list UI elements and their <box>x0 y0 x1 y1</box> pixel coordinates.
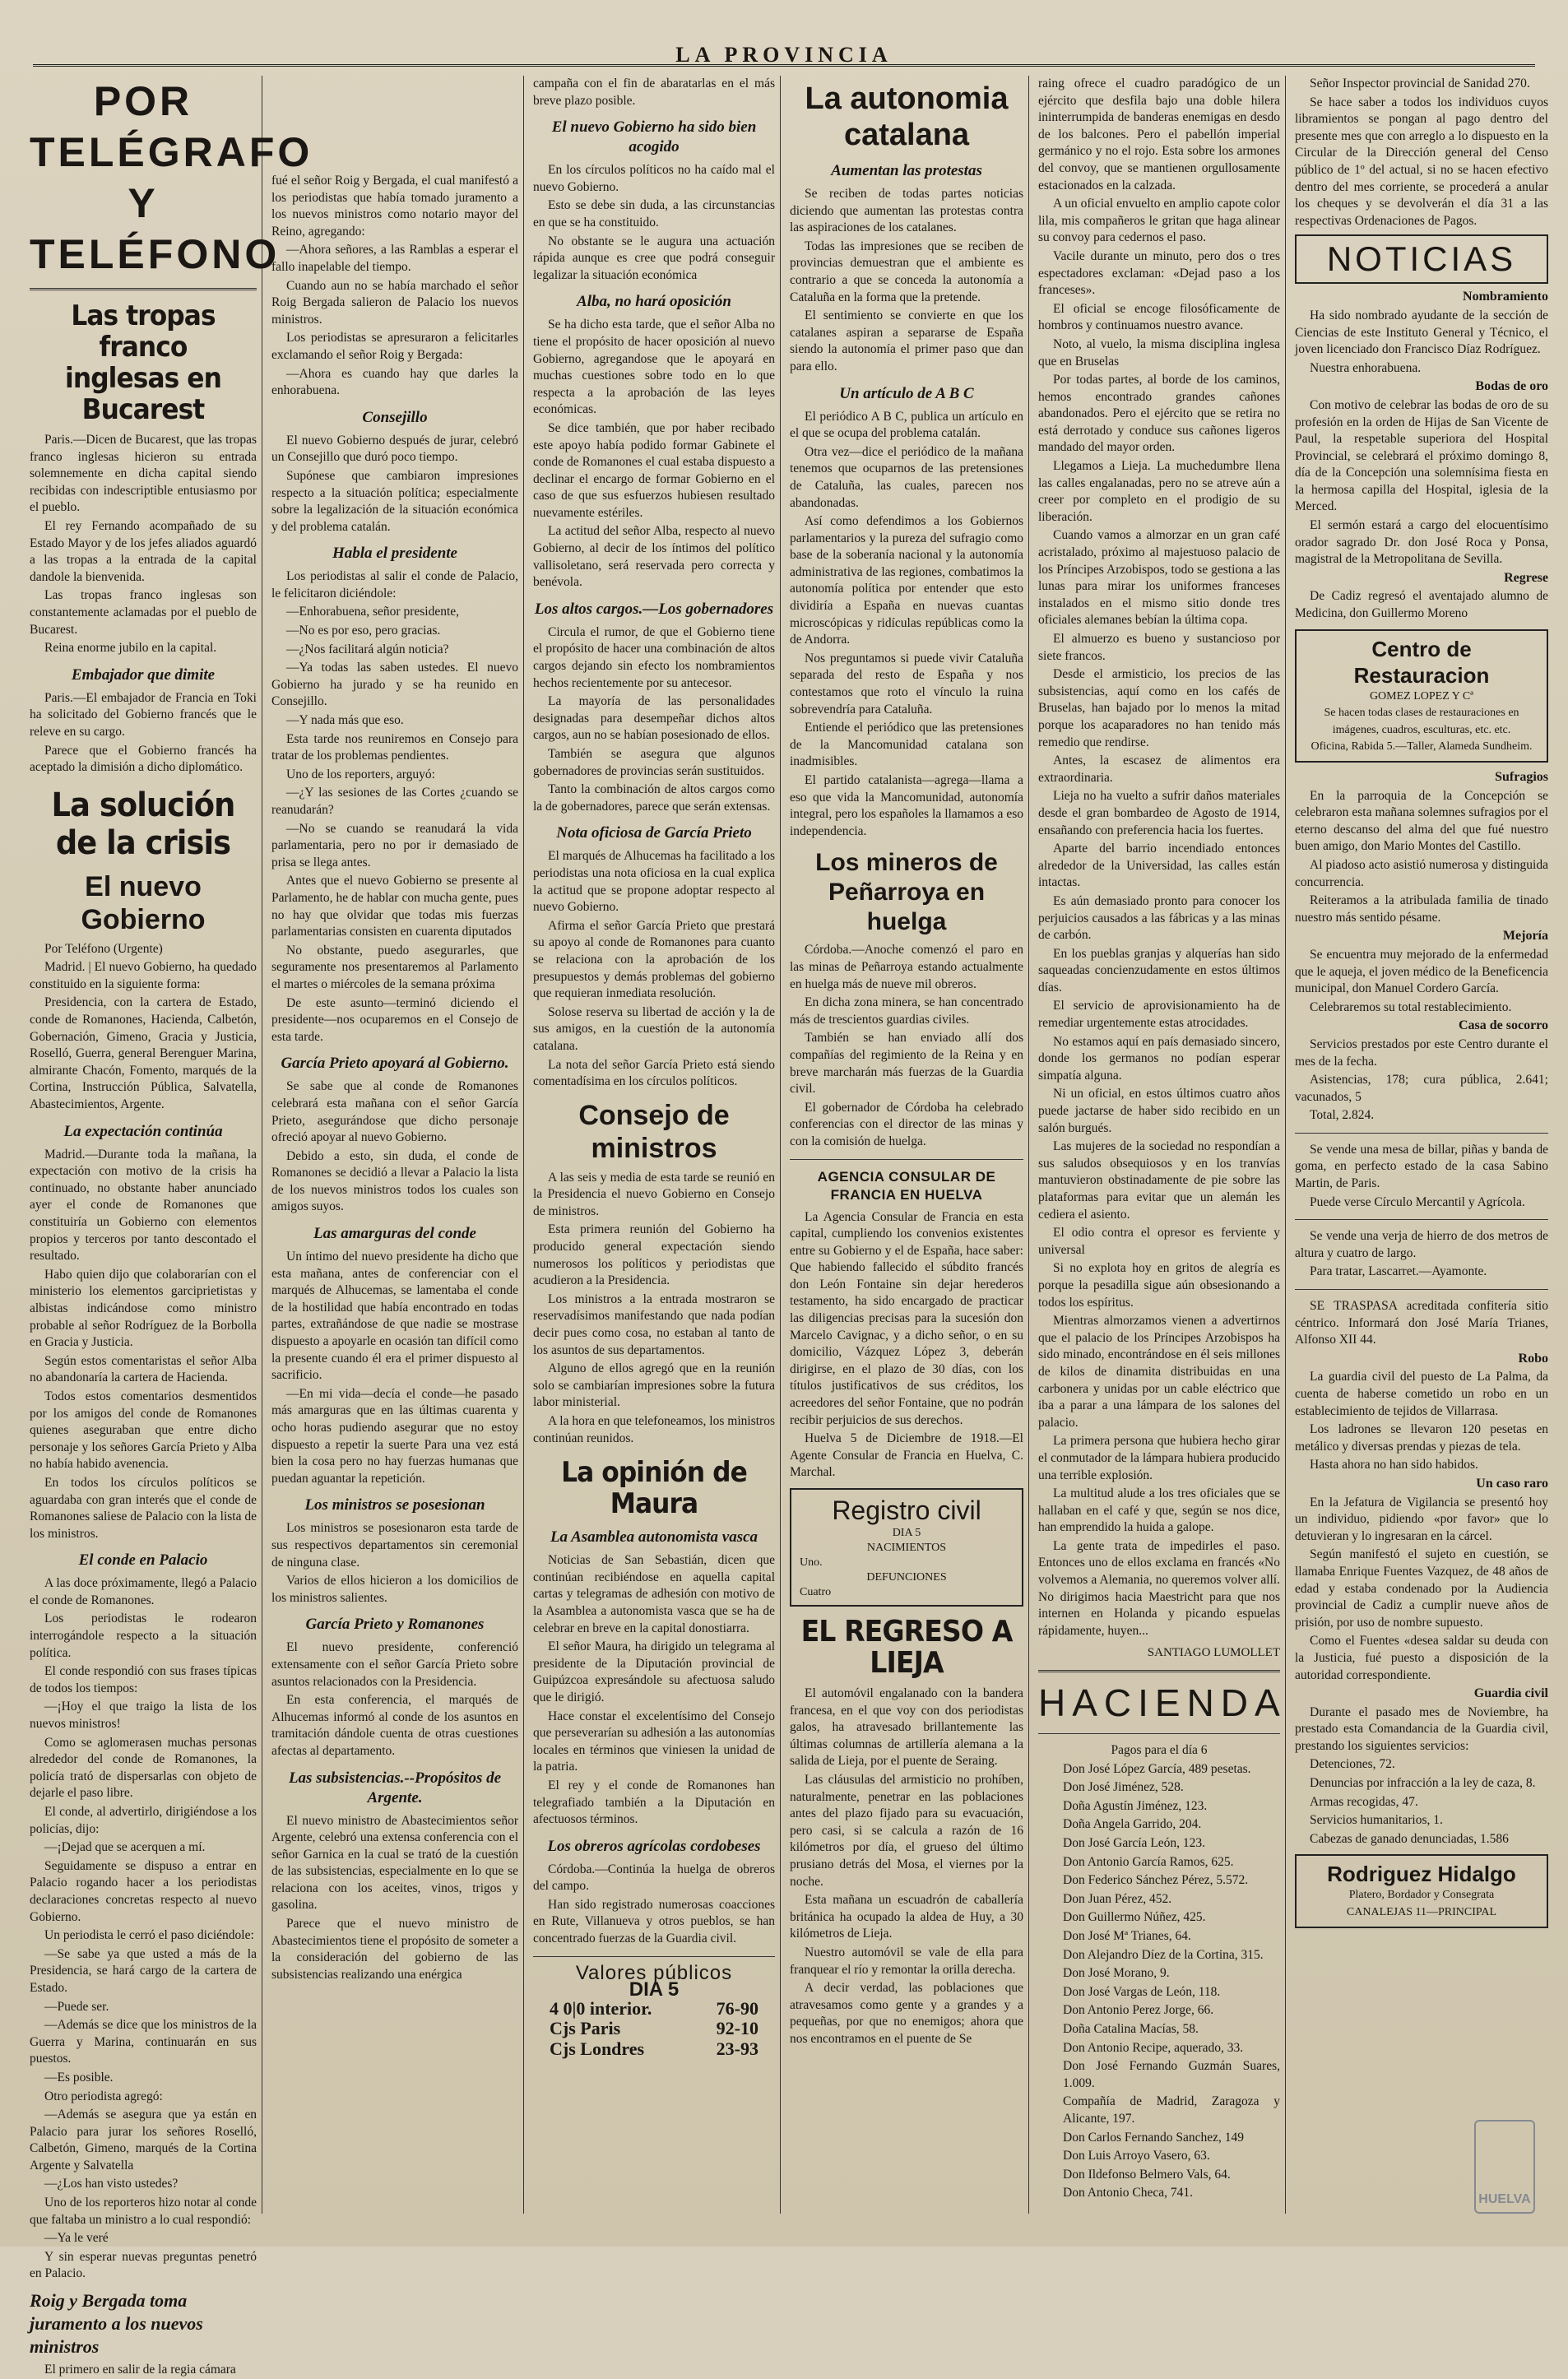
column-rule <box>523 76 524 2214</box>
paragraph: En la parroquia de la Concepción se celebraron esta mañana solemnes sufragios por el eterno descanso del alma del que fué nuestro buen amigo, don Mario Montes del Castillo. <box>1295 788 1548 854</box>
column-rule <box>780 76 781 2214</box>
paragraph: Los ministros se posesionaron esta tarde de sus respectivos departamentos sin ceremonial de ninguna clase. <box>271 1521 518 1570</box>
subheading: García Prieto y Romanones <box>305 1616 485 1634</box>
divider <box>1038 1733 1280 1734</box>
paragraph: Supónese que cambiaron impresiones respecto a la situación política; especialmente sobre la legalización de la situación económica y del problema catalán. <box>271 468 518 534</box>
paragraph: La guardia civil del puesto de La Palma, da cuenta de haberse cometido un robo en un establecimiento de tejidos de Villarrasa. <box>1295 1370 1548 1418</box>
paragraph: —Ahora es cuando hay que darles la enhorabuena. <box>271 366 518 398</box>
paragraph: Llegamos a Lieja. La muchedumbre llena las calles engalanadas, pero no se atreve aún a creer por completo en el prodigio de su liberación. <box>1038 459 1280 524</box>
paragraph: raing ofrece el cuadro paradógico de un ejército que desfila bajo una doble hilera ininterrumpida de banderas enemigas en desdo de los balcones. Pero el pabellón imperial germánico y no el rojo. Esta sobre los armones del convoy, que se mantienen orgullosamente estacionados en la calzada. <box>1038 77 1280 192</box>
subheading: Los obreros agrícolas cordobeses <box>547 1837 761 1855</box>
paragraph: Denuncias por infracción a la ley de caza, 8. <box>1310 1776 1536 1791</box>
article-headline: Las tropas franco inglesas en Bucarest <box>65 299 221 426</box>
paragraph: A las doce próximamente, llegó a Palacio el conde de Romanones. <box>30 1576 257 1607</box>
paragraph: —¡Dejad que se acerquen a mí. <box>44 1840 206 1855</box>
subheading: Las amarguras del conde <box>313 1225 476 1243</box>
paragraph: Esto se debe sin duda, a las circunstancias en que se ha constituido. <box>533 198 775 230</box>
pago-item: Don José Mª Trianes, 64. <box>1063 1928 1191 1943</box>
paragraph: Córdoba.—Continúa la huelga de obreros del campo. <box>533 1862 775 1894</box>
paragraph: Entiende el periódico que las pretensiones de la Mancomunidad catalana son inadmisibles. <box>790 721 1023 769</box>
paragraph: Un íntimo del nuevo presidente ha dicho que esta mañana, antes de conferenciar con el marqués de Alhucemas, se lamentaba el conde de la hostilidad que había encontrado en todas partes, extrañándose de que nadie se mostrase dispuesto a apoyarle en ocasión tan difícil como la presente cuando él era el primer dispuesto al sacrificio. <box>271 1250 518 1383</box>
column-6 <box>1290 76 1553 2214</box>
paragraph: No estamos aquí en país demasiado sincero, donde los germanos no podían esperar simpatía alguna. <box>1038 1034 1280 1083</box>
paragraph: Se dice también, que por haber recibado este apoyo había podido formar Gabinete el conde de Romanones el cual estaba dispuesto a declinar el encargo de formar Gobierno en el caso de que sus esfuerzos hubiesen resultado nuevamente estériles. <box>533 420 775 520</box>
paragraph: De este asunto—terminó diciendo el presidente—nos ocuparemos en el Consejo de esta tarde. <box>271 995 518 1044</box>
paragraph: El partido catalanista—agrega—llama a eso que vida la Mancomunidad, autonomía integral, pero los españoles la llamamos a eso independencia. <box>790 773 1023 838</box>
divider <box>1295 1219 1548 1220</box>
paragraph: Se encuentra muy mejorado de la enfermedad que le aqueja, el joven médico de la Beneficencia municipal, don Manuel Cordero García. <box>1295 947 1548 996</box>
paragraph: fué el señor Roig y Bergada, el cual manifestó a los periodistas que había tomado juramento a los nuevos ministros como notario mayor del Reino, agregando: <box>271 174 518 239</box>
valores-label: 4 0|0 interior. <box>550 1997 652 2019</box>
pago-item: Don Antonio García Ramos, 625. <box>1063 1854 1234 1869</box>
pago-item: Doña Angela Garrido, 204. <box>1063 1817 1202 1832</box>
masthead <box>33 43 1535 67</box>
paragraph: Lieja no ha vuelto a sufrir daños materiales desde el gran bombardeo de Agosto de 1914, ensañando con preferencia hacia los fuertes. <box>1038 789 1280 837</box>
article-headline: La autonomia catalana <box>805 81 1009 152</box>
valores-value: 92-10 <box>716 2018 758 2039</box>
paragraph: Antes que el nuevo Gobierno se presente al Parlamento, he de hablar con mucha gente, pues no hay que olvidar que todas mis fuerzas parlamentarias consisten en cuarenta diputados <box>271 874 518 939</box>
paragraph: La Agencia Consular de Francia en esta capital, cumpliendo los convenios existentes entre su Gobierno y el de España, hace saber: Que habiendo fallecido el súbdito francés don León Fontaine sin dejar herederos testamento, ha sido encargado de practicar las diligencias precisas para la sucesión don Marcelo Cavignac, y a dicho señor, o en su domicilio, Vázquez López 3, deberán dirigirse, en el plazo de 30 días, con los títulos justificativos de sus créditos, los acreedores del señor Fontaine, que no podrán recibir perjuicios de sus derechos. <box>790 1209 1023 1427</box>
pago-item: Don Federico Sánchez Pérez, 5.572. <box>1063 1873 1249 1888</box>
news-title: Bodas de oro <box>1475 379 1548 394</box>
paragraph: Debido a esto, sin duda, el conde de Romanones se decidió a llevar a Palacio la lista de los nuevos ministros todos los cuales son amigos suyos. <box>271 1148 518 1214</box>
subheading: Embajador que dimite <box>71 665 216 684</box>
paragraph: —Es posible. <box>44 2070 114 2085</box>
paragraph: —¿Y las sesiones de las Cortes ¿cuando se reanudarán? <box>271 786 518 817</box>
paragraph: Esta primera reunión del Gobierno ha producido general expectación siendo numerosos los políticos y periodistas que acudieron a la Presidencia. <box>533 1222 775 1288</box>
paragraph: campaña con el fin de abaratarlas en el más breve plazo posible. <box>533 77 775 108</box>
hacienda-subtitle: Pagos para el día 6 <box>1111 1743 1208 1758</box>
paragraph: Circula el rumor, de que el Gobierno tiene el propósito de hacer una combinación de altos cargos dejando sin efecto los nombramientos hechos recientemente por su antecesor. <box>533 624 775 690</box>
pago-item: Don Guillermo Núñez, 425. <box>1063 1910 1206 1925</box>
paragraph: —Ya todas las saben ustedes. El nuevo Gobierno ha jurado y se ha reunido en Consejillo. <box>271 661 518 709</box>
paragraph: Si no explota hoy en gritos de alegría es porque la pesadilla sigue aún obsesionando a todos los espíritus. <box>1038 1261 1280 1310</box>
paragraph: No obstante se le augura una actuación rápida aunque es cree que podrá conseguir legalizar la situación económica <box>533 234 775 282</box>
pago-item: Doña Agustín Jiménez, 123. <box>1063 1798 1208 1813</box>
paragraph: El servicio de aprovisionamiento ha de remediar urgentemente estas atrocidades. <box>1038 999 1280 1031</box>
paragraph: La gente trata de impedirles el paso. Entonces uno de ellos exclama en francés «No volvemos a Alemania, no queremos volver allí. No dirigimos hacia Maestricht para que nos internen en Holanda y picando espuelas rápidamente, huyen... <box>1038 1538 1280 1638</box>
ad-address: CANALEJAS 11—PRINCIPAL <box>1346 1906 1497 1919</box>
column-1 <box>25 76 313 2377</box>
paragraph: El nuevo ministro de Abastecimientos señor Argente, celebró una extensa conferencia con el señor Garnica en la cual se trató de la cuestión de las subsistencias, especialmente en lo que se relaciona con los aceites, vinos, trigos y gasolina. <box>271 1813 518 1913</box>
column-rule <box>1285 76 1286 2214</box>
subheading: La expectación continúa <box>63 1122 223 1140</box>
paragraph: —En mi vida—decía el conde—he pasado más amarguras que en las últimas cuarenta y ocho horas pudiendo asegurar que no estoy dispuesto a repetir la suerte Para una vez está bien la cosa pero no hay fuerzas humanas que puedan aguantar la repetición. <box>271 1386 518 1486</box>
paragraph: El marqués de Alhucemas ha facilitado a los periodistas una nota oficiosa en la cual explica la actitud que se propone adoptar respecto al nuevo Gobierno. <box>533 849 775 915</box>
article-headline: EL REGRESO A LIEJA <box>800 1615 1013 1680</box>
paragraph: Nos preguntamos si puede vivir Cataluña separada del resto de España y nos contestamos que roto el vínculo la ruina sobrevendría para Cataluña. <box>790 651 1023 716</box>
pago-item: Don José García León, 123. <box>1063 1836 1206 1850</box>
divider <box>790 1159 1023 1160</box>
paragraph: Varios de ellos hicieron a los domicilios de los ministros salientes. <box>271 1574 518 1605</box>
news-title: Robo <box>1518 1351 1548 1366</box>
paragraph: Uno de los reporteros hizo notar al conde que faltaba un ministro a lo cual respondió: <box>30 2196 257 2227</box>
paragraph: —Enhorabuena, señor presidente, <box>286 605 460 619</box>
paragraph: El almuerzo es bueno y sustancioso por siete francos. <box>1038 632 1280 663</box>
news-title: Regrese <box>1504 570 1548 585</box>
paragraph: No obstante, puedo asegurarles, que seguramente nos presentaremos al Parlamento el martes o miércoles de la semana próxima <box>271 943 518 991</box>
paragraph: Uno de los reporters, arguyó: <box>286 767 435 781</box>
subheading: Las subsistencias.--Propósitos de Argente. <box>288 1769 502 1806</box>
subheading: Un artículo de A B C <box>839 384 974 402</box>
pago-item: Don José Morano, 9. <box>1063 1966 1170 1981</box>
paragraph: Como se aglomerasen muchas personas alrededor del conde de Romanones, la policía trató de dispersarlas con objeto de dejarle el paso libre. <box>30 1735 257 1801</box>
advertisement-hidalgo <box>1295 1854 1548 1927</box>
paragraph: En los círculos políticos no ha caído mal el nuevo Gobierno. <box>533 163 775 194</box>
paragraph: A la hora en que telefoneamos, los ministros continúan reunidos. <box>533 1414 775 1445</box>
paragraph: —¡Hoy el que traigo la lista de los nuevos ministros! <box>30 1700 257 1732</box>
subheading: Los ministros se posesionan <box>304 1496 485 1514</box>
subheading: Consejillo <box>362 408 428 426</box>
advertisement-restauracion <box>1295 629 1548 763</box>
registro-nac-value: Uno. <box>800 1556 823 1569</box>
pago-item: Don Antonio Perez Jorge, 66. <box>1063 2003 1214 2018</box>
paragraph: Los ladrones se llevaron 120 pesetas en metálico y diversas prendas y piezas de tela. <box>1295 1422 1548 1454</box>
paragraph: Los periodistas al salir el conde de Palacio, le felicitaron diciéndole: <box>271 569 518 601</box>
paragraph: Servicios humanitarios, 1. <box>1310 1813 1443 1828</box>
pago-item: Don José López García, 489 pesetas. <box>1063 1761 1251 1776</box>
paragraph: —Se sabe ya que usted a más de la Presidencia, se hará cargo de la cartera de Estado. <box>30 1946 257 1995</box>
valores-day: DIA 5 <box>629 1978 680 2001</box>
pagos-list <box>1038 1761 1280 2202</box>
subheading: La Asamblea autonomista vasca <box>550 1528 758 1547</box>
paragraph: Detenciones, 72. <box>1310 1757 1395 1772</box>
news-title: Guardia civil <box>1473 1686 1548 1701</box>
paragraph: Reina enorme jubilo en la capital. <box>44 641 217 656</box>
paragraph: Hasta ahora no han sido habidos. <box>1310 1458 1478 1472</box>
paragraph: La nota del señor García Prieto está siendo comentadísima en los círculos políticos. <box>533 1057 775 1089</box>
paragraph: Ha sido nombrado ayudante de la sección de Ciencias de este Instituto General y Técnico, el joven licenciado don Francisco Díaz Rodríguez. <box>1295 308 1548 357</box>
paragraph: A decir verdad, las poblaciones que atravesamos como gente y a grandes y a pequeñas, por que no enemigos; ahora que nos encontramos en el puente de Se <box>790 1981 1023 2046</box>
paragraph: Todas las impresiones que se reciben de provincias demuestran que el ambiente es contrario a que se conceda la autonomía a Cataluña en la forma que la pretende. <box>790 239 1023 304</box>
paragraph: Paris.—Dicen de Bucarest, que las tropas franco inglesas hicieron su entrada solemnemente en dicha capital siendo recibidas con indescriptible entusiasmo por el pueblo. <box>30 433 257 515</box>
divider <box>533 1956 775 1957</box>
pago-item: Don Carlos Fernando Sanchez, 149 <box>1063 2130 1244 2145</box>
paragraph: Las tropas franco inglesas son constantemente aclamadas por el pueblo de Bucarest. <box>30 588 257 637</box>
paragraph: También se asegura que algunos gobernadores de provincias serán sustituidos. <box>533 747 775 778</box>
paragraph: Las cláusulas del armisticio no prohíben, naturalmente, penetrar en las poblaciones antes del plazo fijado para su evacuación, pero casi, si se calcula a razón de 16 kilómetros por día, el grueso del último prusiano detrás del Mosa, el viernes por la noche. <box>790 1772 1023 1889</box>
ad-address: Oficina, Rabida 5.—Taller, Alameda Sundheim. <box>1311 740 1533 754</box>
paragraph: El rey y el conde de Romanones han telegrafiado también a la Diputación en afectuosos términos. <box>533 1778 775 1827</box>
paragraph: El señor Maura, ha dirigido un telegrama al presidente de la Diputación provincial de Guipúzcoa expresándole su afectuosa saludo que le dirigió. <box>533 1639 775 1704</box>
article-headline: La solución de la crisis <box>51 786 235 862</box>
subheading: Los altos cargos.—Los gobernadores <box>534 600 774 618</box>
paragraph: Esta tarde nos reuniremos en Consejo para tratar de los problemas pendientes. <box>271 731 518 763</box>
paragraph: Noto, al vuelo, la misma disciplina inglesa que en Bruselas <box>1038 336 1280 369</box>
valores-label: Cjs Londres <box>550 2038 645 2060</box>
paragraph: En los pueblas granjas y alquerías han sido saqueadas concienzudamente en estos últimos días. <box>1038 946 1280 995</box>
subheading: Alba, no hará oposición <box>577 293 731 311</box>
paragraph: —Puede ser. <box>44 1999 109 2014</box>
pago-item: Don Luis Arroyo Vasero, 63. <box>1063 2149 1210 2163</box>
paragraph: El primero en salir de la regia cámara <box>44 2363 236 2377</box>
subheading: El conde en Palacio <box>78 1551 208 1570</box>
pago-item: Don Alejandro Díez de la Cortina, 315. <box>1063 1947 1264 1962</box>
subheading: Aumentan las protestas <box>831 162 982 179</box>
paragraph: El sermón estará a cargo del elocuentísimo orador sagrado Dr. don José Roca y Ponsa, magistral de la Metropolitana de Sevilla. <box>1295 518 1548 567</box>
paragraph: A un oficial envuelto en amplio capote color lila, mis compañeros le gritan que haga alinear su convoy para cedernos el paso. <box>1038 197 1280 245</box>
paragraph: La actitud del señor Alba, respecto al nuevo Gobierno, al decir de los íntimos del político vallisoletano, será reservada pero correcta y benévola. <box>533 524 775 590</box>
paragraph: Y sin esperar nuevas preguntas penetró en Palacio. <box>30 2249 257 2281</box>
news-title: Mejoría <box>1502 929 1548 944</box>
paragraph: Antes, la escasez de alimentos era extraordinaria. <box>1038 754 1280 785</box>
paragraph: Cuando aun no se había marchado el señor Roig Bergada salieron de Palacio los nuevos ministros. <box>271 278 518 327</box>
article-headline: El nuevo Gobierno <box>81 870 206 935</box>
paragraph: —Y nada más que eso. <box>286 713 404 728</box>
paragraph: La mayoría de las personalidades designadas para desempeñar dichos altos cargos, aun no se habían posesionado de ellos. <box>533 694 775 743</box>
paragraph: Al piadoso acto asistió numerosa y distinguida concurrencia. <box>1295 857 1548 889</box>
paragraph: Afirma el señor García Prieto que prestará su apoyo al conde de Romanones para cuanto se relaciona con la aprobación de los presupuestos y demás problemas del gobierno que requieran inmediata resolución. <box>533 918 775 1001</box>
paragraph: Servicios prestados por este Centro durante el mes de la fecha. <box>1295 1036 1548 1069</box>
paragraph: El oficial se encoge filosóficamente de hombros y continuamos nuestro avance. <box>1038 301 1280 333</box>
divider <box>1295 1133 1548 1134</box>
subheading: Habla el presidente <box>332 545 457 563</box>
hacienda-title: HACIENDA <box>1038 1681 1287 1725</box>
paragraph: Hace constar el excelentísimo del Consejo que perseverarían su adhesión a las autonomías locales en términos que viniesen la unidad de la patria. <box>533 1709 775 1774</box>
paragraph: —No se cuando se reanudará la vida parlamentaria, pero no por ir demasiado de prisa se llega antes. <box>271 821 518 870</box>
registro-def-label: DEFUNCIONES <box>866 1571 947 1584</box>
paragraph: Los periodistas se apresuraron a felicitarles exclamando el señor Roig y Bergada: <box>271 331 518 362</box>
paragraph: Total, 2.824. <box>1310 1108 1375 1123</box>
paragraph: Mientras almorzamos vienen a advertirnos que el palacio de los Príncipes Arzobispos ha sido minado, encontrándose en él seis millones de kilos de dinamita distribuidas en una carbonera y unidas por un cable eléctrico que iba a parar a una lámpara de los salones del palacio. <box>1038 1314 1280 1430</box>
subheading: García Prieto apoyará al Gobierno. <box>281 1055 509 1073</box>
paragraph: Así como defendimos a los Gobiernos parlamentarios y la pureza del sufragio como base de la soberanía nacional y la autonomía administrativa de las regiones, combatimos la autonomía política por entender que esto dividiría a España en nuevas cuantas microscópicas y ridículas repúblicas como la de Andorra. <box>790 514 1023 647</box>
paragraph: El automóvil engalanado con la bandera francesa, en el que voy con dos periodistas galos, ha atravesado brillantemente las últimas columnas de artillería alemana a la salida de Lieja, por el puente de Seraing. <box>790 1686 1023 1769</box>
paragraph: El nuevo Gobierno después de jurar, celebró un Consejillo que duró poco tiempo. <box>271 433 518 465</box>
paragraph: Se reciben de todas partes noticias diciendo que aumentan las protestas contra las aspiraciones de los catalanes. <box>790 187 1023 235</box>
paragraph: Otra vez—dice el periódico de la mañana tenemos que ocuparnos de las pretensiones de Cataluña, las cuales, parecen nos abandonadas. <box>790 444 1023 510</box>
paragraph: Se sabe que al conde de Romanones celebrará esta mañana con el señor García Prieto, asegurándose que dicho personaje ofreció apoyar al nuevo Gobierno. <box>271 1079 518 1145</box>
column-4 <box>785 76 1028 2214</box>
paragraph: Con motivo de celebrar las bodas de oro de su profesión en la orden de Hijas de San Vicente de Paul, la respetable superiora del Hospital Provincial, se celebrará el próximo domingo 8, día de la Concepción una solemnísima fiesta en la hermosa capilla del Hospital, iglesia de la Merced. <box>1295 397 1548 514</box>
paragraph: —Ya le veré <box>44 2231 109 2246</box>
classified-ad: Para tratar, Lascarret.—Ayamonte. <box>1310 1264 1487 1279</box>
paragraph: El sentimiento se convierte en que los catalanes aspiran a separarse de España siendo la autonomía el primer paso que dan para ello. <box>790 308 1023 373</box>
paragraph: Señor Inspector provincial de Sanidad 270. <box>1310 77 1530 90</box>
paragraph: Parece que el nuevo ministro de Abastecimientos tiene el propósito de someter a la consideración del gobierno de las subsistencias realizando una enérgica <box>271 1917 518 1982</box>
registro-day: DIA 5 <box>892 1527 921 1539</box>
subheading: El nuevo Gobierno ha sido bien acogido <box>551 118 757 156</box>
subheading: Roig y Bergada toma juramento a los nuevos ministros <box>30 2290 203 2358</box>
paragraph: Desde el armisticio, los precios de las subsistencias, aquí como en los cafés de Bruselas, han bajado por lo menos la mitad porque los acaparadores no han tenido más remedio que rendirse. <box>1038 667 1280 749</box>
paragraph: En dicha zona minera, se han concentrado más de trescientos guardias civiles. <box>790 995 1023 1027</box>
paragraph: Han sido registrado numerosas coacciones en Rute, Villanueva y otros pueblos, se han concentrado fuerzas de la Guardia civil. <box>533 1897 775 1946</box>
paragraph: De Cadiz regresó el aventajado alumno de Medicina, don Guillermo Moreno <box>1295 589 1548 621</box>
paragraph: Los periodistas le rodearon interrogándole respecto a la situación política. <box>30 1612 257 1660</box>
classified-ad: Puede verse Círculo Mercantil y Agrícola. <box>1310 1194 1525 1209</box>
paragraph: Por Teléfono (Urgente) <box>44 941 163 956</box>
paragraph: Asistencias, 178; cura pública, 2.641; vacunados, 5 <box>1295 1073 1548 1104</box>
paragraph: Córdoba.—Anoche comenzó el paro en las minas de Peñarroya estando actualmente en huelga más de nueve mil obreros. <box>790 943 1023 991</box>
pago-item: Don José Jiménez, 528. <box>1063 1780 1184 1795</box>
paragraph: La multitud alude a los tres oficiales que se hallaban en el café y que, según se nos dice, han emprendido la huida a galope. <box>1038 1486 1280 1535</box>
paragraph: Otro periodista agregó: <box>44 2089 163 2103</box>
paragraph: En todos los círculos políticos se aguardaba con gran interés que el conde de Romanones saliese de Palacio con la lista de los ministros. <box>30 1475 257 1541</box>
article-headline: La opinión de Maura <box>561 1456 747 1521</box>
pago-item: Don José Fernando Guzmán Suares, 1.009. <box>1063 2059 1280 2090</box>
paragraph: Noticias de San Sebastián, dicen que continúan recibiéndose en aquella capital cartas y telegramas de adhesión con motivo de la Asamblea a autonomista vasca que se ha de celebrar en breve en la capital donostiarra. <box>533 1553 775 1635</box>
paragraph: —Ahora señores, a las Ramblas a esperar el fallo inapelable del tiempo. <box>271 243 518 274</box>
paragraph: Los ministros a la entrada mostraron se reservadísimos manifestando que nada podían decir pues como cosa, no estaban al tanto de los asuntos de sus departamentos. <box>533 1292 775 1357</box>
paragraph: También se han enviado allí dos compañías del regimiento de la Reina y en breve marcharán más fuerzas de la Guardia civil. <box>790 1031 1023 1097</box>
paragraph: —Además se asegura que ya están en Palacio para jurar los señores Roselló, Calbetón, Gimeno, marqués de la Cortina Argente y Salvatella <box>30 2108 257 2173</box>
paragraph: El conde, al advertirlo, dirigiéndose a los policías, dijo: <box>30 1805 257 1836</box>
column-rule <box>1028 76 1029 2214</box>
paragraph: Alguno de ellos agregó que en la reunión solo se cambiarían impresiones sobre la futura labor ministerial. <box>533 1361 775 1410</box>
paragraph: Vacile durante un minuto, pero dos o tres espectadores exclaman: «Dejad paso a los franceses». <box>1038 248 1280 298</box>
paragraph: Es aún demasiado pronto para conocer los perjuicios causados a las fábricas y a las minas de carbón. <box>1038 893 1280 943</box>
pago-item: Don Ildefonso Belmero Vals, 64. <box>1063 2167 1231 2182</box>
news-title: Sufragios <box>1495 770 1548 784</box>
classified-ad: SE TRASPASA acreditada confitería sitio céntrico. Informará don José María Trianes, Alfonso XII 44. <box>1295 1299 1548 1347</box>
registro-def-value: Cuatro <box>800 1586 832 1598</box>
paragraph: Huelva 5 de Diciembre de 1918.—El Agente Consular de Francia en Huelva, C. Marchal. <box>790 1431 1023 1480</box>
paragraph: Celebraremos su total restablecimiento. <box>1310 999 1512 1014</box>
paragraph: Cabezas de ganado denunciadas, 1.586 <box>1310 1831 1509 1846</box>
paragraph: Nuestro automóvil se vale de ella para franquear el río y remontar la orilla derecha. <box>790 1945 1023 1977</box>
ad-owner: GOMEZ LOPEZ Y Cª <box>1369 689 1474 703</box>
paragraph: —¿Nos facilitará algún noticia? <box>286 642 449 656</box>
valores-row <box>533 1999 775 2020</box>
paragraph: —Además se dice que los ministros de la Guerra y Marina, continuarán en sus puestos. <box>30 2018 257 2066</box>
paragraph: Como el Fuentes «desea saldar su deuda con la Justicia, fué puesto a disposición de la autoridad correspondiente. <box>1295 1634 1548 1682</box>
ad-text: Se hacen todas clases de restauraciones en imágenes, cuadros, esculturas, etc. etc. <box>1324 707 1519 736</box>
masthead-title: LA PROVINCIA <box>675 43 893 67</box>
paragraph: Solose reserva su libertad de acción y la de sus amigos, en la cuestión de la autonomía catalana. <box>533 1004 775 1053</box>
paragraph: Aparte del barrio incendiado entonces alrededor de la Universidad, las calles están intactas. <box>1038 842 1280 890</box>
paragraph: Se hace saber a todos los individuos cuyos libramientos se pongan al pago dentro del presente mes que con arreglo a lo dispuesto en la Circular de la Dirección general del Censo público de 1º del actual, si no se hacen efectivo dentro del mes corriente, se procederá a anular los cheques y se devolverán el día 31 a las respectivas Ordenaciones de Pagos. <box>1295 95 1548 228</box>
paragraph: Madrid.—Durante toda la mañana, la expectación con motivo de la crisis ha continuado, no obstante haber anunciado ayer el conde de Romanones que constituiría un Gobierno con elementos propios y terceros por tanto descontado el resultado. <box>30 1147 257 1264</box>
divider <box>1295 1289 1548 1290</box>
paragraph: Esta mañana un escuadrón de caballería británica ha ocupado la aldea de Huy, a 30 kilómetros de Lieja. <box>790 1893 1023 1941</box>
paragraph: —No es por eso, pero gracias. <box>286 624 441 638</box>
pago-item: Don Juan Pérez, 452. <box>1063 1891 1172 1906</box>
paragraph: Según manifestó el sujeto en cuestión, se llamaba Enrique Fuentes Vazquez, de 48 años de edad y estaba condenado por la Audiencia provincial de Cadiz a cumplir nueve años de prisión, por uso de nombre supuesto. <box>1295 1547 1548 1630</box>
paragraph: La primera persona que hubiera hecho girar el conmutador de la lámpara hubiera producido una terrible explosión. <box>1038 1434 1280 1482</box>
paragraph: Armas recogidas, 47. <box>1310 1794 1418 1809</box>
valores-row <box>533 2019 775 2039</box>
paragraph: El nuevo presidente, conferenció extensamente con el señor García Prieto sobre asuntos relacionados con la Presidencia. <box>271 1640 518 1689</box>
article-headline: Consejo de ministros <box>578 1099 730 1164</box>
valores-title: Valores públicos <box>575 1961 733 1984</box>
paragraph: Seguidamente se dispuso a entrar en Palacio rogando hacer a los periodistas declaraciones concretas respecto al nuevo Gobierno. <box>30 1858 257 1924</box>
news-title: Casa de socorro <box>1458 1018 1548 1033</box>
paragraph: Presidencia, con la cartera de Estado, conde de Romanones, Hacienda, Calbetón, Gobernación, Gimeno, Gracia y Justicia, Roselló, Guerra, general Berenguer Marina, almirante Chacón, Fomento, marqués de la Cortina, Instrucción Pública, Salvatella, Abastecimientos, Argente. <box>30 995 257 1112</box>
column-5 <box>1033 76 1285 2214</box>
paragraph: En esta conferencia, el marqués de Alhucemas informó al conde de los asuntos en tramitación dándole cuenta de otras cuestiones afectas al departamento. <box>271 1693 518 1758</box>
subheading: Nota oficiosa de García Prieto <box>556 824 752 842</box>
valores-value: 76-90 <box>716 1997 758 2019</box>
paragraph: Reiteramos a la atribulada familia de tinado nuestro más sentido pésame. <box>1295 893 1548 925</box>
column-2 <box>267 173 523 2214</box>
paragraph: Se ha dicho esta tarde, que el señor Alba no tiene el propósito de hacer oposición al nuevo Gobierno, agregandose que le apoyará en muchas cuestiones sobre todo en lo que respecta a la aprobación de las leyes económicas. <box>533 318 775 417</box>
paragraph: El periódico A B C, publica un artículo en el que se ocupa del problema catalán. <box>790 409 1023 441</box>
paragraph: Paris.—El embajador de Francia en Toki ha solicitado del Gobierno francés que le releve en su cargo. <box>30 690 257 739</box>
paragraph: Un periodista le cerró el paso diciéndole: <box>44 1928 254 1943</box>
valores-publicos <box>533 1961 775 2060</box>
subheading: AGENCIA CONSULAR DE FRANCIA EN HUELVA <box>817 1168 996 1203</box>
paragraph: Ni un oficial, en estos últimos cuatro años puede jactarse de haber sido recibido en un salón burgués. <box>1038 1087 1280 1135</box>
paragraph: En la Jefatura de Vigilancia se presentó hoy un individuo, pidiendo «por favor» que lo detuvieran y lo ingresaran en la cárcel. <box>1295 1495 1548 1543</box>
paragraph: Habo quien dijo que colaborarían con el ministerio los elementos garciprietistas y albistas indicándose como ministro probable al señor Rodríguez de la Borbolla en Gracia y Justicia. <box>30 1267 257 1350</box>
valores-label: Cjs Paris <box>550 2018 621 2039</box>
paragraph: El odio contra el opresor es ferviente y universal <box>1038 1226 1280 1257</box>
pago-item: Don José Vargas de León, 118. <box>1063 1984 1221 1999</box>
signature: SANTIAGO LUMOLLET <box>1147 1646 1280 1660</box>
paragraph: El gobernador de Córdoba ha celebrado conferencias con el director de las minas y con la comisión de huelga. <box>790 1100 1023 1148</box>
paragraph: Parece que el Gobierno francés ha aceptado la dimisión a dicho diplomático. <box>30 743 257 775</box>
noticias-heading: NOTICIAS <box>1295 234 1548 284</box>
paragraph: Madrid. | El nuevo Gobierno, ha quedado constituido en la siguiente forma: <box>30 960 257 991</box>
paragraph: Todos estos comentarios desmentidos por los amigos del conde de Romanones quienes aseguraban que entre dicho personaje y los señores García Prieto y Alba no había habido avenencia. <box>30 1389 257 1472</box>
classified-ad: Se vende una mesa de billar, piñas y banda de goma, en perfecto estado de la casa Sabino Martin, de Paris. <box>1295 1142 1548 1191</box>
valores-row <box>533 2039 775 2060</box>
ad-text: Platero, Bordador y Consegrata <box>1348 1889 1495 1902</box>
news-title: Un caso raro <box>1476 1476 1548 1491</box>
paragraph: Las mujeres de la sociedad no respondían a sus saludos obsequiosos y en los tranvías mantuvieron obstinadamente de pie sobre las plataformas para evitar que un alemán les cediera el asiento. <box>1038 1139 1280 1222</box>
paragraph: A las seis y media de esta tarde se reunió en la Presidencia el nuevo Gobierno en Consejo de ministros. <box>533 1170 775 1218</box>
column-3 <box>528 76 780 2214</box>
paragraph: El rey Fernando acompañado de su Estado Mayor y de los jefes aliados aguardó a las tropas a la entrada de la capital dandole la bienvenida. <box>30 518 257 584</box>
pago-item: Compañía de Madrid, Zaragoza y Alicante, 197. <box>1063 2094 1280 2126</box>
section-headline: POR TELÉGRAFO Y TELÉFONO <box>30 78 313 277</box>
paragraph: El conde respondió con sus frases típicas de todos los tiempos: <box>30 1664 257 1695</box>
paragraph: Nuestra enhorabuena. <box>1310 360 1422 375</box>
registro-civil-title: Registro civil <box>832 1496 981 1525</box>
registro-nac-label: NACIMIENTOS <box>866 1542 947 1554</box>
paragraph: —¿Los han visto ustedes? <box>44 2177 179 2191</box>
paragraph: Tanto la combinación de altos cargos como la de gobernadores, parece que serán extensas. <box>533 782 775 814</box>
paragraph: Cuando vamos a almorzar en un gran café acristalado, próximo al majestuoso palacio de los Príncipes Arzobispos, todo se gestiona a las lunas para mirar los uniformes franceses instalados en el mismo sitio donde tres oficiales alemanes bebían la última copa. <box>1038 528 1280 628</box>
library-stamp <box>1474 2120 1535 2214</box>
paragraph: Por todas partes, al borde de los caminos, hemos encontrado grandes cañones abandonados. Pero el ejército que se retira no está derrotado y conduce sus cañones ligeros mandado del mayor orden. <box>1038 373 1280 455</box>
divider <box>30 288 257 290</box>
paragraph: Según estos comentaristas el señor Alba no abandonaría la cartera de Hacienda. <box>30 1353 257 1385</box>
news-title: Nombramiento <box>1463 290 1548 304</box>
registro-civil <box>790 1488 1023 1607</box>
valores-value: 23-93 <box>716 2038 758 2060</box>
pago-item: Don Antonio Recipe, aquerado, 33. <box>1063 2040 1244 2055</box>
divider <box>1038 1670 1280 1672</box>
pago-item: Don Antonio Checa, 741. <box>1063 2186 1193 2200</box>
stamp-label: HUELVA <box>1478 2192 1531 2206</box>
pago-item: Doña Catalina Macías, 58. <box>1063 2021 1199 2036</box>
classified-ad: Se vende una verja de hierro de dos metros de altura y cuatro de largo. <box>1295 1229 1548 1260</box>
ad-title: Centro de Restauracion <box>1353 636 1490 688</box>
ad-title: Rodriguez Hidalgo <box>1327 1862 1516 1887</box>
article-headline: Los mineros de Peñarroya en huelga <box>815 849 998 936</box>
paragraph: Durante el pasado mes de Noviembre, ha prestado esta Comandancia de la Guardia civil, prestando los siguientes servicios: <box>1295 1704 1548 1753</box>
